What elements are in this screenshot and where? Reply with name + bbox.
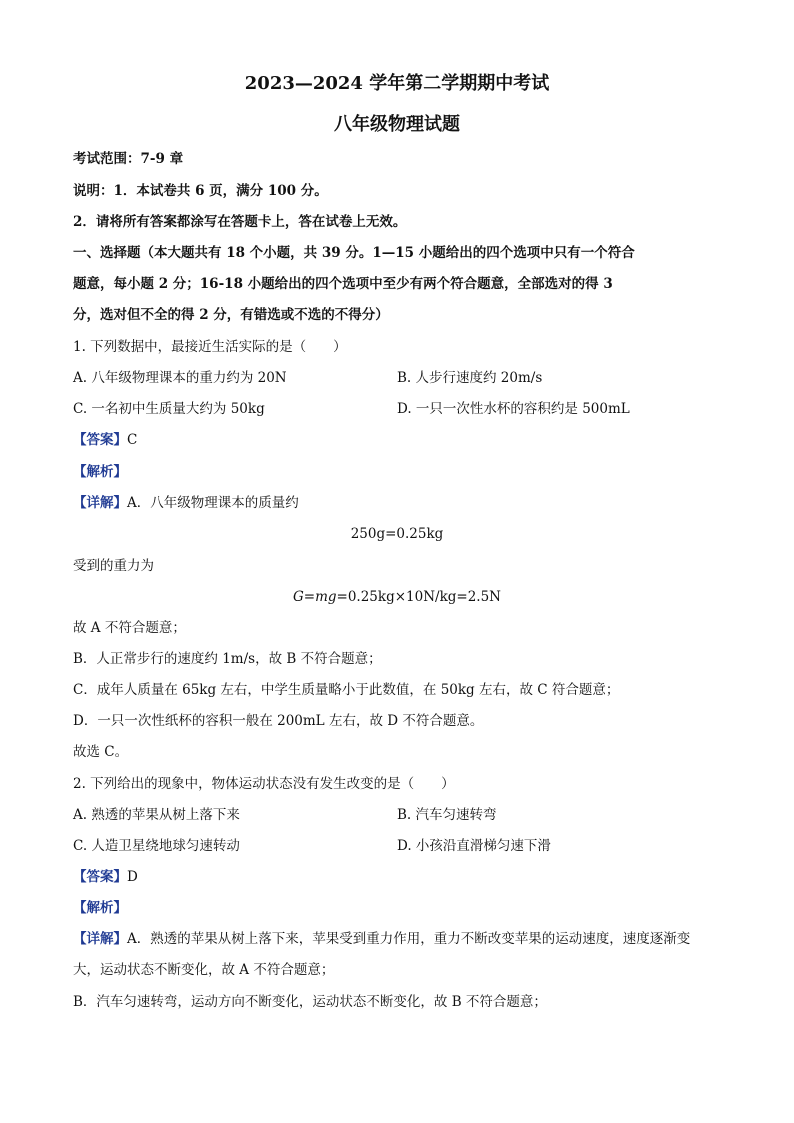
section-instructions-line: 一、选择题（本大题共有 18 个小题，共 39 分。1—15 小题给出的四个选项中只有一个符合 xyxy=(73,245,635,261)
exam-title: 2023—2024 学年第二学期期中考试 xyxy=(244,73,550,94)
question-1-option-d: D. 一只一次性水杯的容积约是 500mL xyxy=(397,401,630,417)
question-2-stem: 2. 下列给出的现象中，物体运动状态没有发生改变的是（ ） xyxy=(73,776,455,792)
explanation-line: 故 A 不符合题意； xyxy=(73,620,186,636)
exam-note-2: 2．请将所有答案都涂写在答题卡上，答在试卷上无效。 xyxy=(73,214,407,230)
analysis-tag: 【解析】 xyxy=(73,900,127,916)
question-2-option-b: B. 汽车匀速转弯 xyxy=(397,807,497,823)
question-1-answer xyxy=(73,430,137,450)
gravity-text: 受到的重力为 xyxy=(73,558,154,574)
detail-line: 大，运动状态不断变化，故 A 不符合题意； xyxy=(73,962,335,978)
question-2-answer xyxy=(73,867,138,887)
question-2-detail xyxy=(73,929,690,949)
formula-result: =0.25kg×10N/kg=2.5N xyxy=(336,589,501,605)
formula-gravity xyxy=(0,587,794,607)
analysis-tag: 【解析】 xyxy=(73,464,127,480)
answer-value: D xyxy=(127,869,138,885)
question-1-option-a: A. 八年级物理课本的重力约为 20N xyxy=(73,370,287,386)
explanation-line: 故选 C。 xyxy=(73,744,129,760)
question-2-option-a: A. 熟透的苹果从树上落下来 xyxy=(73,807,240,823)
explanation-line: B．人正常步行的速度约 1m/s，故 B 不符合题意； xyxy=(73,651,382,667)
section-instructions-line: 题意，每小题 2 分；16-18 小题给出的四个选项中至少有两个符合题意，全部选对的得 3 xyxy=(73,276,613,292)
question-1-option-c: C. 一名初中生质量大约为 50kg xyxy=(73,401,265,417)
answer-tag: 【答案】 xyxy=(73,432,127,448)
explanation-line: D．一只一次性纸杯的容积一般在 200mL 左右，故 D 不符合题意。 xyxy=(73,713,484,729)
section-instructions-line: 分，选对但不全的得 2 分，有错选或不选的不得分） xyxy=(73,307,389,323)
formula-variables: G=mg xyxy=(292,589,337,605)
detail-tag: 【详解】 xyxy=(73,495,127,511)
detail-text: A．八年级物理课本的质量约 xyxy=(127,495,299,511)
formula-mass: 250g=0.25kg xyxy=(350,526,444,542)
answer-tag: 【答案】 xyxy=(73,869,127,885)
detail-tag: 【详解】 xyxy=(73,931,127,947)
question-1-analysis xyxy=(73,462,127,482)
question-1-detail xyxy=(73,493,299,513)
question-2-analysis xyxy=(73,898,127,918)
question-2-option-d: D. 小孩沿直滑梯匀速下滑 xyxy=(397,838,551,854)
exam-subtitle: 八年级物理试题 xyxy=(334,114,460,135)
question-1-option-b: B. 人步行速度约 20m/s xyxy=(397,370,543,386)
answer-value: C xyxy=(127,432,138,448)
exam-note-1: 说明：1．本试卷共 6 页，满分 100 分。 xyxy=(73,183,328,199)
detail-text: A．熟透的苹果从树上落下来，苹果受到重力作用，重力不断改变苹果的运动速度，速度逐渐变 xyxy=(127,931,691,947)
question-2-option-c: C. 人造卫星绕地球匀速转动 xyxy=(73,838,240,854)
explanation-line: C．成年人质量在 65kg 左右，中学生质量略小于此数值，在 50kg 左右，故 C 符合题意； xyxy=(73,682,620,698)
exam-scope: 考试范围：7-9 章 xyxy=(73,151,184,167)
question-1-stem: 1. 下列数据中，最接近生活实际的是（ ） xyxy=(73,339,347,355)
detail-line: B．汽车匀速转弯，运动方向不断变化，运动状态不断变化，故 B 不符合题意； xyxy=(73,994,547,1010)
